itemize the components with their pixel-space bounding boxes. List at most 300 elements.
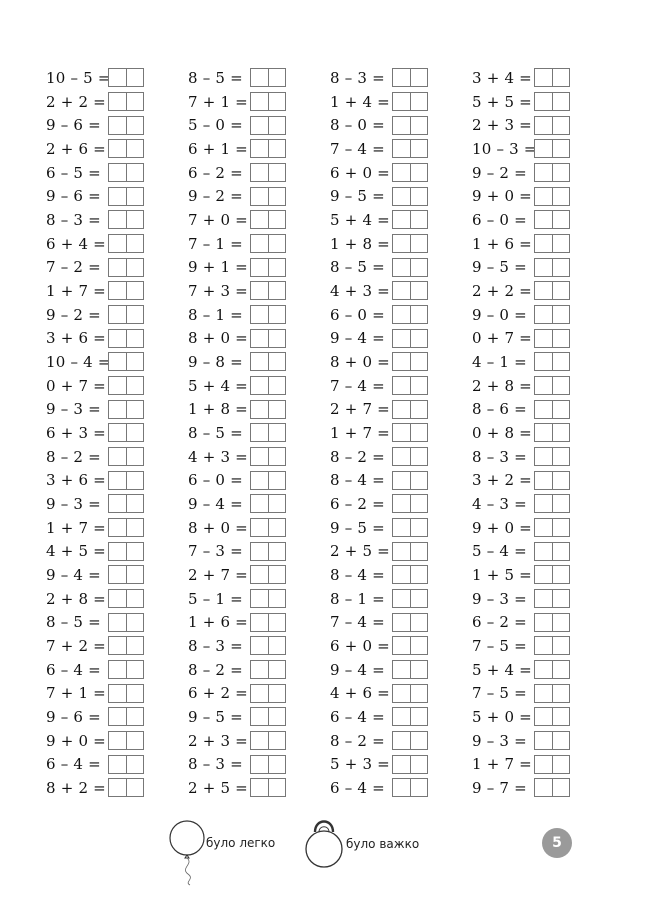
- answer-box[interactable]: [250, 352, 286, 371]
- answer-digit-cell[interactable]: [552, 543, 570, 560]
- answer-digit-cell[interactable]: [109, 330, 126, 347]
- answer-digit-cell[interactable]: [251, 566, 268, 583]
- answer-digit-cell[interactable]: [535, 661, 552, 678]
- answer-digit-cell[interactable]: [251, 377, 268, 394]
- answer-digit-cell[interactable]: [251, 282, 268, 299]
- answer-digit-cell[interactable]: [126, 448, 144, 465]
- answer-digit-cell[interactable]: [268, 448, 286, 465]
- answer-box[interactable]: [108, 281, 144, 300]
- answer-box[interactable]: [392, 660, 428, 679]
- answer-digit-cell[interactable]: [126, 566, 144, 583]
- answer-digit-cell[interactable]: [126, 708, 144, 725]
- answer-digit-cell[interactable]: [126, 543, 144, 560]
- answer-digit-cell[interactable]: [126, 472, 144, 489]
- answer-digit-cell[interactable]: [552, 164, 570, 181]
- answer-digit-cell[interactable]: [126, 330, 144, 347]
- answer-digit-cell[interactable]: [552, 708, 570, 725]
- answer-digit-cell[interactable]: [126, 756, 144, 773]
- answer-digit-cell[interactable]: [268, 401, 286, 418]
- answer-box[interactable]: [392, 139, 428, 158]
- answer-digit-cell[interactable]: [393, 424, 410, 441]
- answer-digit-cell[interactable]: [552, 424, 570, 441]
- answer-digit-cell[interactable]: [109, 732, 126, 749]
- answer-digit-cell[interactable]: [109, 519, 126, 536]
- answer-digit-cell[interactable]: [393, 472, 410, 489]
- answer-digit-cell[interactable]: [552, 235, 570, 252]
- answer-digit-cell[interactable]: [109, 69, 126, 86]
- answer-digit-cell[interactable]: [393, 235, 410, 252]
- answer-digit-cell[interactable]: [126, 353, 144, 370]
- answer-box[interactable]: [534, 589, 570, 608]
- answer-digit-cell[interactable]: [126, 637, 144, 654]
- answer-box[interactable]: [250, 187, 286, 206]
- answer-digit-cell[interactable]: [535, 685, 552, 702]
- answer-box[interactable]: [534, 518, 570, 537]
- answer-box[interactable]: [392, 423, 428, 442]
- answer-box[interactable]: [108, 139, 144, 158]
- answer-box[interactable]: [534, 163, 570, 182]
- answer-digit-cell[interactable]: [126, 140, 144, 157]
- answer-box[interactable]: [534, 778, 570, 797]
- answer-digit-cell[interactable]: [251, 424, 268, 441]
- answer-digit-cell[interactable]: [410, 211, 428, 228]
- answer-digit-cell[interactable]: [126, 779, 144, 796]
- answer-digit-cell[interactable]: [251, 732, 268, 749]
- answer-box[interactable]: [392, 163, 428, 182]
- answer-digit-cell[interactable]: [109, 543, 126, 560]
- answer-digit-cell[interactable]: [393, 69, 410, 86]
- answer-box[interactable]: [534, 542, 570, 561]
- answer-digit-cell[interactable]: [393, 140, 410, 157]
- answer-digit-cell[interactable]: [268, 756, 286, 773]
- answer-digit-cell[interactable]: [535, 472, 552, 489]
- answer-digit-cell[interactable]: [410, 306, 428, 323]
- answer-digit-cell[interactable]: [393, 353, 410, 370]
- answer-digit-cell[interactable]: [410, 69, 428, 86]
- answer-box[interactable]: [108, 376, 144, 395]
- answer-digit-cell[interactable]: [393, 614, 410, 631]
- answer-box[interactable]: [534, 281, 570, 300]
- answer-digit-cell[interactable]: [393, 306, 410, 323]
- answer-digit-cell[interactable]: [126, 235, 144, 252]
- answer-box[interactable]: [534, 92, 570, 111]
- answer-box[interactable]: [392, 305, 428, 324]
- answer-box[interactable]: [108, 636, 144, 655]
- answer-box[interactable]: [534, 258, 570, 277]
- answer-digit-cell[interactable]: [552, 495, 570, 512]
- answer-box[interactable]: [534, 636, 570, 655]
- answer-digit-cell[interactable]: [109, 188, 126, 205]
- answer-box[interactable]: [250, 731, 286, 750]
- answer-box[interactable]: [108, 542, 144, 561]
- answer-digit-cell[interactable]: [268, 732, 286, 749]
- answer-digit-cell[interactable]: [268, 164, 286, 181]
- answer-digit-cell[interactable]: [552, 472, 570, 489]
- answer-box[interactable]: [534, 684, 570, 703]
- answer-digit-cell[interactable]: [251, 259, 268, 276]
- answer-digit-cell[interactable]: [552, 188, 570, 205]
- answer-box[interactable]: [250, 116, 286, 135]
- answer-digit-cell[interactable]: [410, 117, 428, 134]
- answer-digit-cell[interactable]: [251, 661, 268, 678]
- answer-digit-cell[interactable]: [552, 756, 570, 773]
- answer-digit-cell[interactable]: [393, 495, 410, 512]
- answer-digit-cell[interactable]: [109, 353, 126, 370]
- answer-digit-cell[interactable]: [410, 661, 428, 678]
- answer-digit-cell[interactable]: [109, 637, 126, 654]
- answer-digit-cell[interactable]: [268, 306, 286, 323]
- answer-digit-cell[interactable]: [393, 401, 410, 418]
- answer-digit-cell[interactable]: [410, 637, 428, 654]
- answer-box[interactable]: [392, 116, 428, 135]
- answer-box[interactable]: [392, 210, 428, 229]
- answer-digit-cell[interactable]: [393, 93, 410, 110]
- answer-box[interactable]: [108, 494, 144, 513]
- answer-box[interactable]: [108, 423, 144, 442]
- answer-digit-cell[interactable]: [535, 495, 552, 512]
- answer-box[interactable]: [534, 376, 570, 395]
- answer-digit-cell[interactable]: [251, 164, 268, 181]
- answer-box[interactable]: [250, 589, 286, 608]
- answer-digit-cell[interactable]: [535, 117, 552, 134]
- answer-digit-cell[interactable]: [535, 756, 552, 773]
- answer-box[interactable]: [108, 471, 144, 490]
- answer-digit-cell[interactable]: [410, 590, 428, 607]
- answer-digit-cell[interactable]: [126, 614, 144, 631]
- answer-digit-cell[interactable]: [109, 756, 126, 773]
- rating-easy[interactable]: [168, 814, 275, 886]
- answer-digit-cell[interactable]: [552, 69, 570, 86]
- answer-box[interactable]: [534, 707, 570, 726]
- answer-digit-cell[interactable]: [535, 282, 552, 299]
- answer-digit-cell[interactable]: [393, 259, 410, 276]
- answer-digit-cell[interactable]: [268, 235, 286, 252]
- answer-digit-cell[interactable]: [552, 661, 570, 678]
- answer-digit-cell[interactable]: [109, 779, 126, 796]
- answer-digit-cell[interactable]: [268, 424, 286, 441]
- answer-digit-cell[interactable]: [410, 614, 428, 631]
- answer-digit-cell[interactable]: [535, 164, 552, 181]
- answer-digit-cell[interactable]: [251, 708, 268, 725]
- answer-digit-cell[interactable]: [109, 590, 126, 607]
- answer-digit-cell[interactable]: [410, 282, 428, 299]
- answer-digit-cell[interactable]: [109, 614, 126, 631]
- answer-digit-cell[interactable]: [268, 779, 286, 796]
- answer-digit-cell[interactable]: [393, 543, 410, 560]
- answer-digit-cell[interactable]: [268, 69, 286, 86]
- answer-box[interactable]: [250, 447, 286, 466]
- answer-digit-cell[interactable]: [251, 401, 268, 418]
- answer-digit-cell[interactable]: [251, 472, 268, 489]
- answer-digit-cell[interactable]: [535, 235, 552, 252]
- answer-box[interactable]: [534, 660, 570, 679]
- answer-digit-cell[interactable]: [126, 164, 144, 181]
- answer-digit-cell[interactable]: [393, 377, 410, 394]
- answer-digit-cell[interactable]: [268, 637, 286, 654]
- answer-box[interactable]: [250, 281, 286, 300]
- answer-box[interactable]: [108, 731, 144, 750]
- answer-digit-cell[interactable]: [535, 377, 552, 394]
- answer-box[interactable]: [108, 518, 144, 537]
- answer-digit-cell[interactable]: [251, 306, 268, 323]
- answer-digit-cell[interactable]: [251, 117, 268, 134]
- answer-digit-cell[interactable]: [552, 401, 570, 418]
- answer-box[interactable]: [250, 565, 286, 584]
- answer-box[interactable]: [250, 139, 286, 158]
- answer-box[interactable]: [108, 755, 144, 774]
- answer-digit-cell[interactable]: [251, 495, 268, 512]
- answer-digit-cell[interactable]: [109, 472, 126, 489]
- answer-box[interactable]: [250, 636, 286, 655]
- answer-digit-cell[interactable]: [126, 401, 144, 418]
- answer-digit-cell[interactable]: [552, 590, 570, 607]
- answer-digit-cell[interactable]: [109, 164, 126, 181]
- answer-digit-cell[interactable]: [126, 661, 144, 678]
- answer-digit-cell[interactable]: [126, 685, 144, 702]
- answer-box[interactable]: [534, 447, 570, 466]
- answer-digit-cell[interactable]: [126, 424, 144, 441]
- answer-digit-cell[interactable]: [535, 93, 552, 110]
- answer-digit-cell[interactable]: [552, 259, 570, 276]
- answer-digit-cell[interactable]: [535, 259, 552, 276]
- answer-box[interactable]: [250, 778, 286, 797]
- answer-box[interactable]: [392, 471, 428, 490]
- answer-digit-cell[interactable]: [535, 779, 552, 796]
- answer-digit-cell[interactable]: [268, 377, 286, 394]
- answer-box[interactable]: [108, 68, 144, 87]
- answer-box[interactable]: [392, 636, 428, 655]
- answer-digit-cell[interactable]: [268, 188, 286, 205]
- answer-digit-cell[interactable]: [109, 495, 126, 512]
- answer-box[interactable]: [534, 352, 570, 371]
- answer-digit-cell[interactable]: [410, 164, 428, 181]
- answer-digit-cell[interactable]: [535, 353, 552, 370]
- answer-box[interactable]: [392, 376, 428, 395]
- answer-digit-cell[interactable]: [126, 732, 144, 749]
- answer-box[interactable]: [250, 684, 286, 703]
- answer-box[interactable]: [108, 684, 144, 703]
- answer-box[interactable]: [392, 352, 428, 371]
- answer-box[interactable]: [250, 305, 286, 324]
- answer-box[interactable]: [250, 494, 286, 513]
- answer-digit-cell[interactable]: [552, 566, 570, 583]
- answer-digit-cell[interactable]: [251, 69, 268, 86]
- answer-box[interactable]: [534, 400, 570, 419]
- answer-digit-cell[interactable]: [268, 259, 286, 276]
- answer-box[interactable]: [534, 139, 570, 158]
- answer-digit-cell[interactable]: [410, 708, 428, 725]
- answer-digit-cell[interactable]: [251, 211, 268, 228]
- answer-digit-cell[interactable]: [552, 519, 570, 536]
- answer-digit-cell[interactable]: [410, 188, 428, 205]
- answer-digit-cell[interactable]: [410, 330, 428, 347]
- answer-digit-cell[interactable]: [268, 661, 286, 678]
- answer-box[interactable]: [534, 68, 570, 87]
- answer-digit-cell[interactable]: [109, 566, 126, 583]
- answer-digit-cell[interactable]: [393, 211, 410, 228]
- answer-box[interactable]: [534, 116, 570, 135]
- answer-box[interactable]: [392, 613, 428, 632]
- answer-digit-cell[interactable]: [552, 93, 570, 110]
- answer-digit-cell[interactable]: [393, 519, 410, 536]
- answer-digit-cell[interactable]: [393, 117, 410, 134]
- answer-digit-cell[interactable]: [552, 306, 570, 323]
- answer-digit-cell[interactable]: [410, 543, 428, 560]
- answer-digit-cell[interactable]: [126, 495, 144, 512]
- answer-digit-cell[interactable]: [410, 732, 428, 749]
- answer-digit-cell[interactable]: [126, 590, 144, 607]
- answer-digit-cell[interactable]: [109, 211, 126, 228]
- answer-digit-cell[interactable]: [410, 424, 428, 441]
- answer-digit-cell[interactable]: [552, 448, 570, 465]
- answer-digit-cell[interactable]: [126, 188, 144, 205]
- rating-hard[interactable]: [302, 816, 419, 874]
- answer-digit-cell[interactable]: [251, 448, 268, 465]
- answer-digit-cell[interactable]: [393, 779, 410, 796]
- answer-digit-cell[interactable]: [268, 708, 286, 725]
- answer-digit-cell[interactable]: [251, 330, 268, 347]
- answer-box[interactable]: [250, 92, 286, 111]
- answer-digit-cell[interactable]: [535, 448, 552, 465]
- answer-digit-cell[interactable]: [126, 282, 144, 299]
- answer-box[interactable]: [250, 258, 286, 277]
- answer-digit-cell[interactable]: [268, 566, 286, 583]
- answer-digit-cell[interactable]: [552, 779, 570, 796]
- answer-digit-cell[interactable]: [126, 259, 144, 276]
- answer-digit-cell[interactable]: [109, 117, 126, 134]
- answer-digit-cell[interactable]: [393, 282, 410, 299]
- answer-digit-cell[interactable]: [552, 637, 570, 654]
- answer-digit-cell[interactable]: [393, 732, 410, 749]
- answer-digit-cell[interactable]: [410, 685, 428, 702]
- answer-box[interactable]: [534, 210, 570, 229]
- answer-box[interactable]: [392, 187, 428, 206]
- answer-digit-cell[interactable]: [535, 401, 552, 418]
- answer-digit-cell[interactable]: [410, 495, 428, 512]
- answer-box[interactable]: [108, 210, 144, 229]
- answer-box[interactable]: [250, 613, 286, 632]
- answer-box[interactable]: [250, 471, 286, 490]
- answer-digit-cell[interactable]: [109, 306, 126, 323]
- answer-digit-cell[interactable]: [535, 330, 552, 347]
- answer-box[interactable]: [392, 755, 428, 774]
- answer-box[interactable]: [108, 163, 144, 182]
- answer-digit-cell[interactable]: [268, 590, 286, 607]
- answer-digit-cell[interactable]: [393, 685, 410, 702]
- answer-box[interactable]: [250, 423, 286, 442]
- answer-digit-cell[interactable]: [268, 330, 286, 347]
- answer-box[interactable]: [534, 471, 570, 490]
- answer-digit-cell[interactable]: [410, 756, 428, 773]
- answer-box[interactable]: [534, 234, 570, 253]
- answer-digit-cell[interactable]: [109, 259, 126, 276]
- answer-box[interactable]: [250, 542, 286, 561]
- answer-box[interactable]: [250, 68, 286, 87]
- answer-digit-cell[interactable]: [535, 519, 552, 536]
- answer-box[interactable]: [534, 755, 570, 774]
- answer-box[interactable]: [108, 400, 144, 419]
- answer-digit-cell[interactable]: [410, 377, 428, 394]
- answer-digit-cell[interactable]: [410, 235, 428, 252]
- answer-digit-cell[interactable]: [552, 282, 570, 299]
- answer-digit-cell[interactable]: [126, 519, 144, 536]
- answer-digit-cell[interactable]: [251, 685, 268, 702]
- answer-box[interactable]: [250, 163, 286, 182]
- answer-box[interactable]: [250, 755, 286, 774]
- answer-digit-cell[interactable]: [268, 140, 286, 157]
- answer-box[interactable]: [534, 731, 570, 750]
- answer-box[interactable]: [392, 707, 428, 726]
- answer-digit-cell[interactable]: [410, 93, 428, 110]
- answer-digit-cell[interactable]: [268, 93, 286, 110]
- answer-digit-cell[interactable]: [109, 448, 126, 465]
- answer-digit-cell[interactable]: [393, 566, 410, 583]
- answer-box[interactable]: [534, 305, 570, 324]
- answer-box[interactable]: [250, 210, 286, 229]
- answer-digit-cell[interactable]: [126, 117, 144, 134]
- answer-box[interactable]: [392, 92, 428, 111]
- answer-digit-cell[interactable]: [535, 140, 552, 157]
- answer-box[interactable]: [108, 707, 144, 726]
- answer-digit-cell[interactable]: [109, 235, 126, 252]
- answer-box[interactable]: [392, 400, 428, 419]
- answer-digit-cell[interactable]: [109, 685, 126, 702]
- answer-digit-cell[interactable]: [552, 117, 570, 134]
- answer-digit-cell[interactable]: [410, 353, 428, 370]
- answer-digit-cell[interactable]: [410, 779, 428, 796]
- answer-digit-cell[interactable]: [552, 140, 570, 157]
- answer-box[interactable]: [250, 707, 286, 726]
- answer-box[interactable]: [250, 329, 286, 348]
- answer-box[interactable]: [250, 234, 286, 253]
- answer-digit-cell[interactable]: [251, 637, 268, 654]
- answer-digit-cell[interactable]: [552, 330, 570, 347]
- answer-box[interactable]: [250, 376, 286, 395]
- answer-box[interactable]: [108, 565, 144, 584]
- answer-box[interactable]: [392, 684, 428, 703]
- answer-digit-cell[interactable]: [393, 708, 410, 725]
- answer-box[interactable]: [534, 329, 570, 348]
- answer-box[interactable]: [392, 281, 428, 300]
- answer-box[interactable]: [534, 423, 570, 442]
- answer-digit-cell[interactable]: [535, 306, 552, 323]
- answer-digit-cell[interactable]: [552, 377, 570, 394]
- answer-digit-cell[interactable]: [552, 685, 570, 702]
- answer-digit-cell[interactable]: [535, 708, 552, 725]
- answer-digit-cell[interactable]: [109, 93, 126, 110]
- answer-digit-cell[interactable]: [410, 448, 428, 465]
- answer-digit-cell[interactable]: [410, 140, 428, 157]
- answer-digit-cell[interactable]: [109, 377, 126, 394]
- answer-box[interactable]: [392, 589, 428, 608]
- answer-digit-cell[interactable]: [410, 259, 428, 276]
- answer-digit-cell[interactable]: [393, 590, 410, 607]
- answer-digit-cell[interactable]: [251, 543, 268, 560]
- answer-box[interactable]: [108, 92, 144, 111]
- answer-digit-cell[interactable]: [268, 543, 286, 560]
- answer-box[interactable]: [534, 494, 570, 513]
- answer-digit-cell[interactable]: [109, 282, 126, 299]
- answer-digit-cell[interactable]: [535, 590, 552, 607]
- answer-digit-cell[interactable]: [109, 661, 126, 678]
- answer-digit-cell[interactable]: [410, 401, 428, 418]
- answer-digit-cell[interactable]: [251, 140, 268, 157]
- answer-box[interactable]: [392, 542, 428, 561]
- answer-digit-cell[interactable]: [393, 188, 410, 205]
- answer-box[interactable]: [108, 660, 144, 679]
- answer-digit-cell[interactable]: [552, 211, 570, 228]
- answer-box[interactable]: [108, 329, 144, 348]
